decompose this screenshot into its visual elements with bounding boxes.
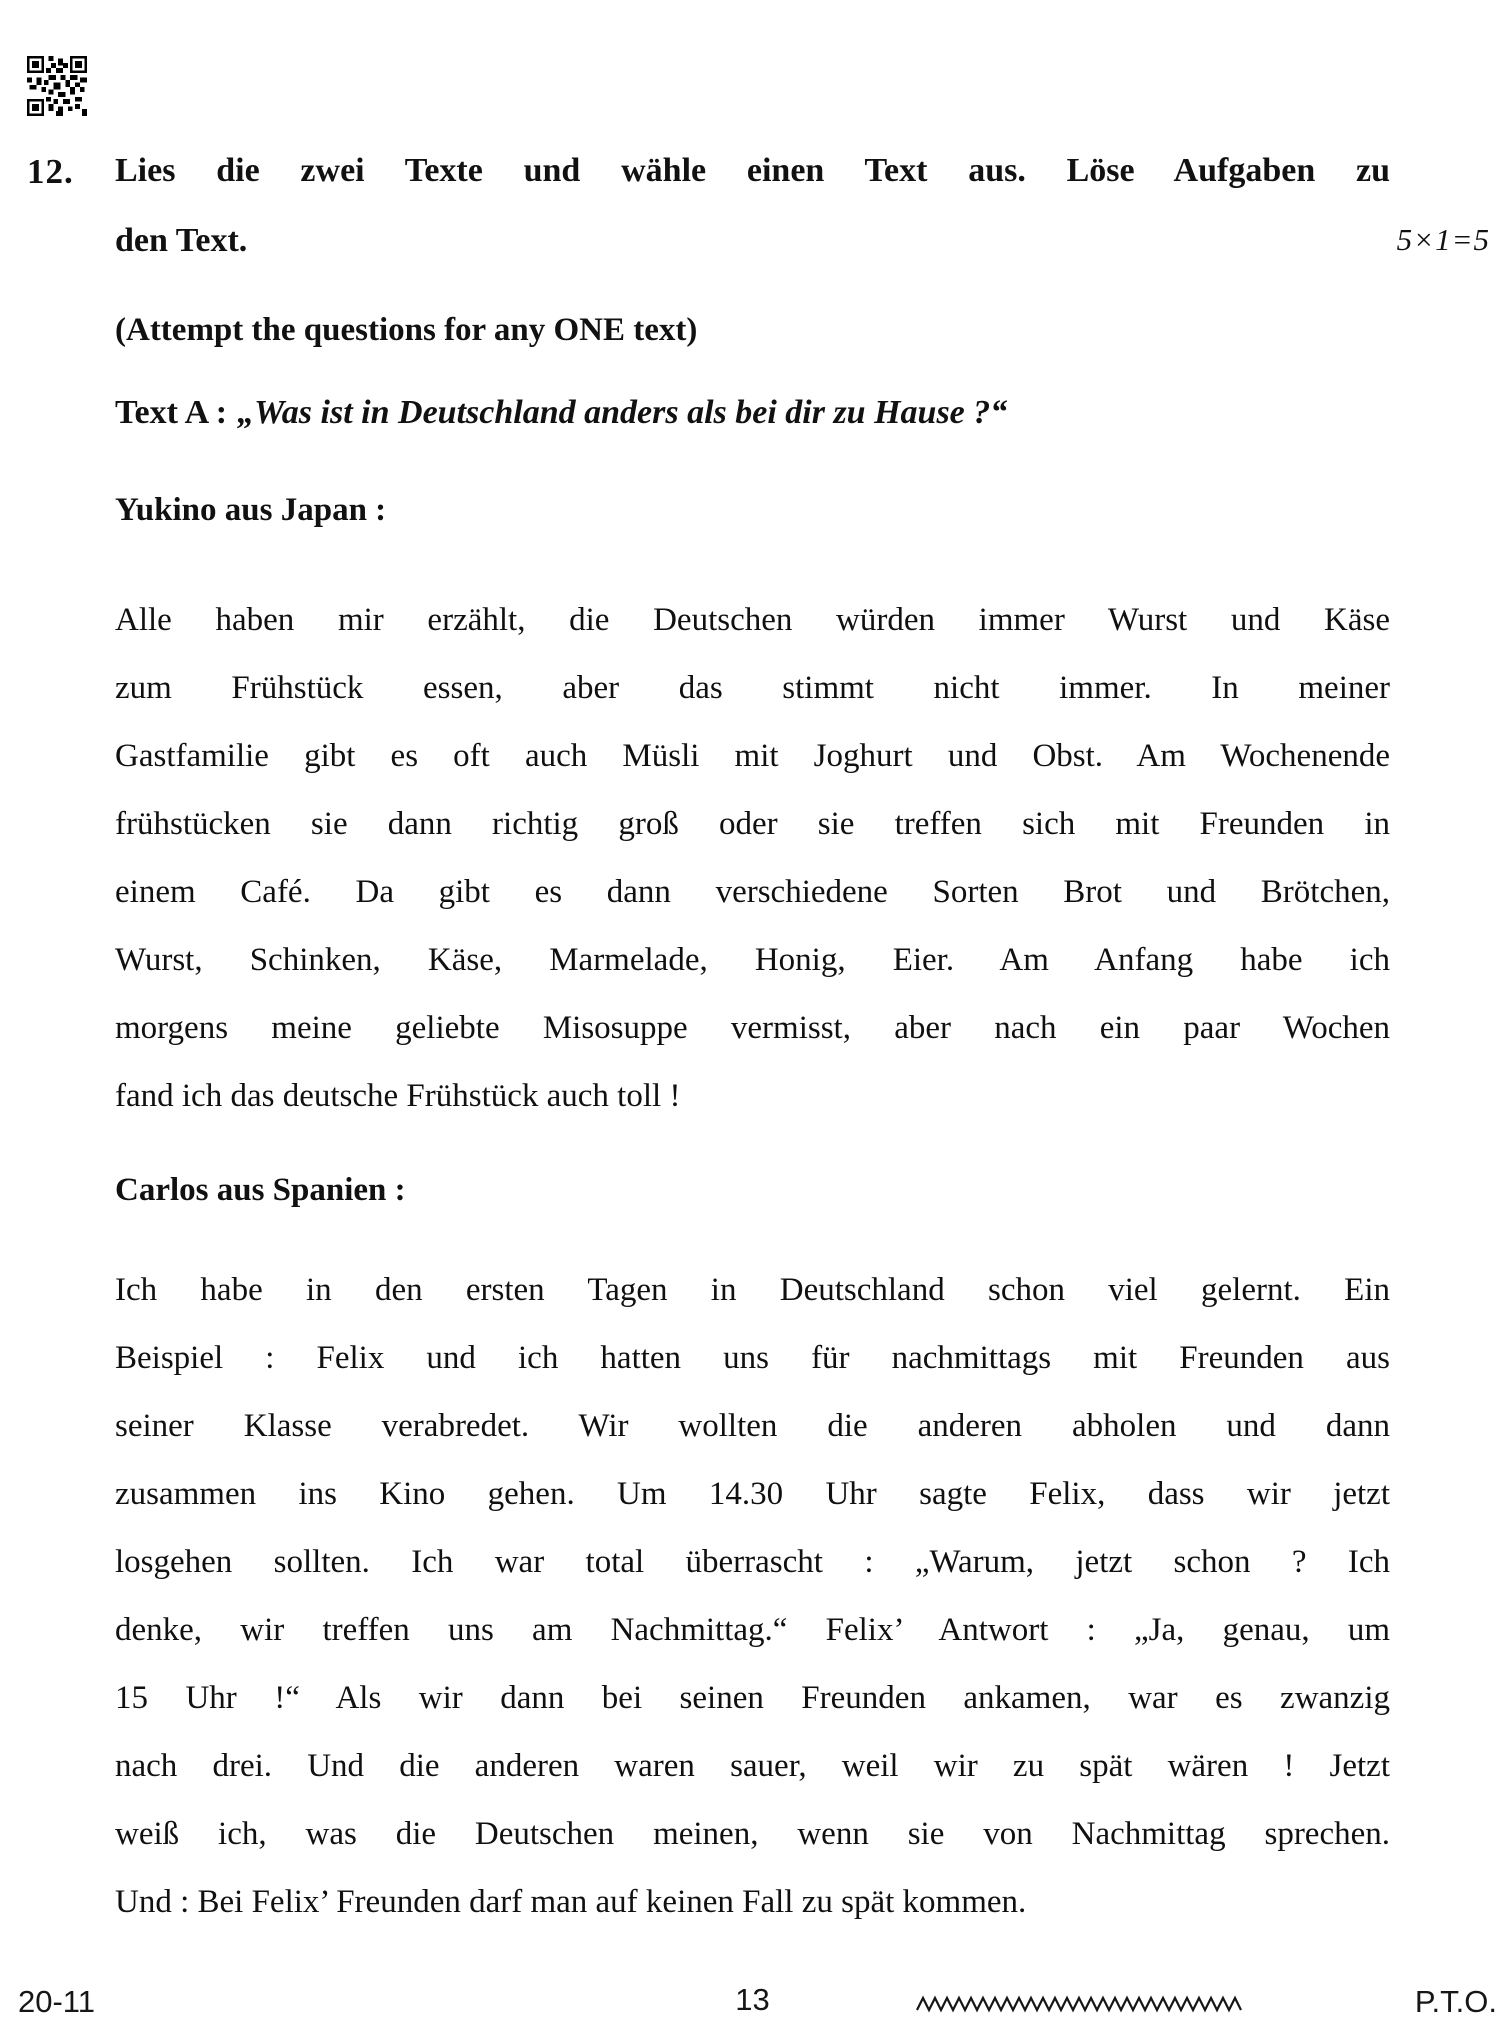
paragraph-line: einem Café. Da gibt es dann verschiedene Sorten Brot und Brötchen, xyxy=(115,874,1390,910)
paragraph-line: fand ich das deutsche Frühstück auch toll ! xyxy=(115,1078,681,1114)
paragraph-line: zusammen ins Kino gehen. Um 14.30 Uhr sagte Felix, dass wir jetzt xyxy=(115,1476,1390,1512)
carlos-heading: Carlos aus Spanien : xyxy=(115,1172,406,1208)
text-a-label: Text A : xyxy=(115,394,228,431)
paragraph-line: Und : Bei Felix’ Freunden darf man auf keinen Fall zu spät kommen. xyxy=(115,1884,1027,1920)
paragraph-line: weiß ich, was die Deutschen meinen, wenn sie von Nachmittag sprechen. xyxy=(115,1816,1390,1852)
question-instruction-line-2: den Text. xyxy=(115,222,248,259)
paragraph-line: Ich habe in den ersten Tagen in Deutschland schon viel gelernt. Ein xyxy=(115,1272,1390,1308)
paragraph-line: frühstücken sie dann richtig groß oder sie treffen sich mit Freunden in xyxy=(115,806,1390,842)
paragraph-line: losgehen sollten. Ich war total überrascht : „Warum, jetzt schon ? Ich xyxy=(115,1544,1390,1580)
paragraph-line: Wurst, Schinken, Käse, Marmelade, Honig, Eier. Am Anfang habe ich xyxy=(115,942,1390,978)
paragraph-line: Alle haben mir erzählt, die Deutschen würden immer Wurst und Käse xyxy=(115,602,1390,638)
footer-set-code: 20-11 xyxy=(18,1984,95,2019)
paragraph-line: zum Frühstück essen, aber das stimmt nicht immer. In meiner xyxy=(115,670,1390,706)
question-instruction-line-1: Lies die zwei Texte und wähle einen Text aus. Löse Aufgaben zu xyxy=(115,152,1390,189)
text-a-line xyxy=(115,394,1007,432)
squiggle-divider xyxy=(915,1992,1245,2016)
paragraph-line: Gastfamilie gibt es oft auch Müsli mit Joghurt und Obst. Am Wochenende xyxy=(115,738,1390,774)
attempt-note: (Attempt the questions for any ONE text) xyxy=(115,312,698,348)
footer-page-number: 13 xyxy=(735,1982,770,2017)
pto-label: P.T.O. xyxy=(1414,1984,1497,2019)
paragraph-line: nach drei. Und die anderen waren sauer, weil wir zu spät wären ! Jetzt xyxy=(115,1748,1390,1784)
qr-code-icon xyxy=(27,56,87,116)
paragraph-line: morgens meine geliebte Misosuppe vermisst, aber nach ein paar Wochen xyxy=(115,1010,1390,1046)
paragraph-line: seiner Klasse verabredet. Wir wollten die anderen abholen und dann xyxy=(115,1408,1390,1444)
paragraph-line: Beispiel : Felix und ich hatten uns für nachmittags mit Freunden aus xyxy=(115,1340,1390,1376)
text-a-title: „Was ist in Deutschland anders als bei dir zu Hause ?“ xyxy=(237,394,1008,431)
marks-value: 5×1=5 xyxy=(1396,222,1490,257)
paragraph-line: denke, wir treffen uns am Nachmittag.“ Felix’ Antwort : „Ja, genau, um xyxy=(115,1612,1390,1648)
paragraph-line: 15 Uhr !“ Als wir dann bei seinen Freunden ankamen, war es zwanzig xyxy=(115,1680,1390,1716)
yukino-heading: Yukino aus Japan : xyxy=(115,492,387,528)
question-number: 12. xyxy=(27,152,74,191)
